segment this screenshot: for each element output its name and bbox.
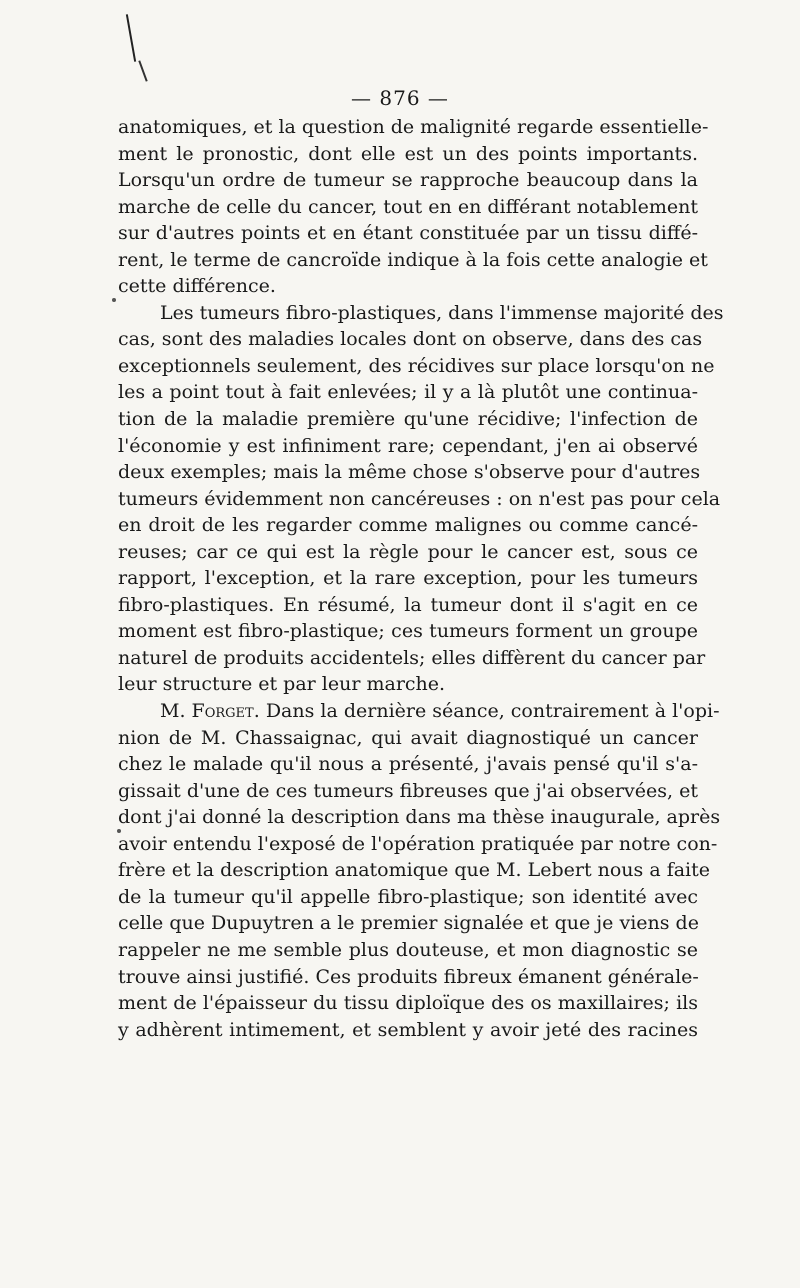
text-line: gissait d'une de ces tumeurs fibreuses que j'ai observées, et [118,779,698,802]
text-line: moment est fibro-plastique; ces tumeurs forment un groupe [118,620,698,643]
text-line: cette différence. [118,275,276,298]
text-line: avoir entendu l'exposé de l'opération pratiquée par notre con- [118,832,718,855]
text-line: naturel de produits accidentels; elles diffèrent du cancer par [118,646,706,669]
speck [112,298,116,302]
speaker-line [118,698,720,725]
text-line: leur structure et par leur marche. [118,673,446,696]
text-line: cas, sont des maladies locales dont on observe, dans des cas [118,328,703,351]
text-line: exceptionnels seulement, des récidives sur place lorsqu'on ne [118,354,715,377]
text-line: sur d'autres points et en étant constituée par un tissu diffé- [118,222,698,245]
text-line: en droit de les regarder comme malignes ou comme cancé- [118,514,698,537]
text-line: ment le pronostic, dont elle est un des points importants. [118,142,698,165]
text-line: tion de la maladie première qu'une récidive; l'infection de [118,408,698,431]
text-line: trouve ainsi justifié. Ces produits fibreux émanent générale- [118,965,699,988]
text-line: rappeler ne me semble plus douteuse, et mon diagnostic se [118,938,698,961]
text-line: Lorsqu'un ordre de tumeur se rapproche beaucoup dans la [118,169,698,192]
speaker-name: Forget [191,700,254,723]
speaker-suffix: . [253,700,260,723]
text-line: l'économie y est infiniment rare; cependant, j'en ai observé [118,434,698,457]
text-line: ment de l'épaisseur du tissu diploïque des os maxillaires; ils [118,992,698,1015]
text-line: de la tumeur qu'il appelle fibro-plastique; son identité avec [118,885,698,908]
ink-mark [138,60,147,81]
text-line: y adhèrent intimement, et semblent y avoir jeté des racines [118,1018,698,1041]
body-text [118,114,724,1043]
text-line: chez le malade qu'il nous a présenté, j'avais pensé qu'il s'a- [118,753,698,776]
text-line: les a point tout à fait enlevées; il y a là plutôt une continua- [118,381,698,404]
text-line: celle que Dupuytren a le premier signalée et que je viens de [118,912,699,935]
page-number: — 876 — [351,86,449,110]
speaker-prefix: M. [160,700,192,723]
text-line: marche de celle du cancer, tout en en différant notablement [118,195,698,218]
text-line: tumeurs évidemment non cancéreuses : on n'est pas pour cela [118,487,721,510]
text-line: Les tumeurs fibro-plastiques, dans l'immense majorité des [160,301,724,324]
text-line: deux exemples; mais la même chose s'observe pour d'autres [118,461,701,484]
text-line: nion de M. Chassaignac, qui avait diagnostiqué un cancer [118,726,698,749]
speaker-line-rest: Dans la dernière séance, contrairement à l'opi- [259,700,720,723]
ink-mark [126,14,136,62]
text-line: anatomiques, et la question de malignité regarde essentielle- [118,116,709,138]
text-line: rapport, l'exception, et la rare exception, pour les tumeurs [118,567,698,590]
text-line: frère et la description anatomique que M. Lebert nous a faite [118,859,711,882]
text-line: reuses; car ce qui est la règle pour le cancer est, sous ce [118,540,698,563]
text-line: fibro-plastiques. En résumé, la tumeur dont il s'agit en ce [118,593,698,616]
text-line: rent, le terme de cancroïde indique à la fois cette analogie et [118,248,708,271]
text-line: dont j'ai donné la description dans ma thèse inaugurale, après [118,806,721,829]
